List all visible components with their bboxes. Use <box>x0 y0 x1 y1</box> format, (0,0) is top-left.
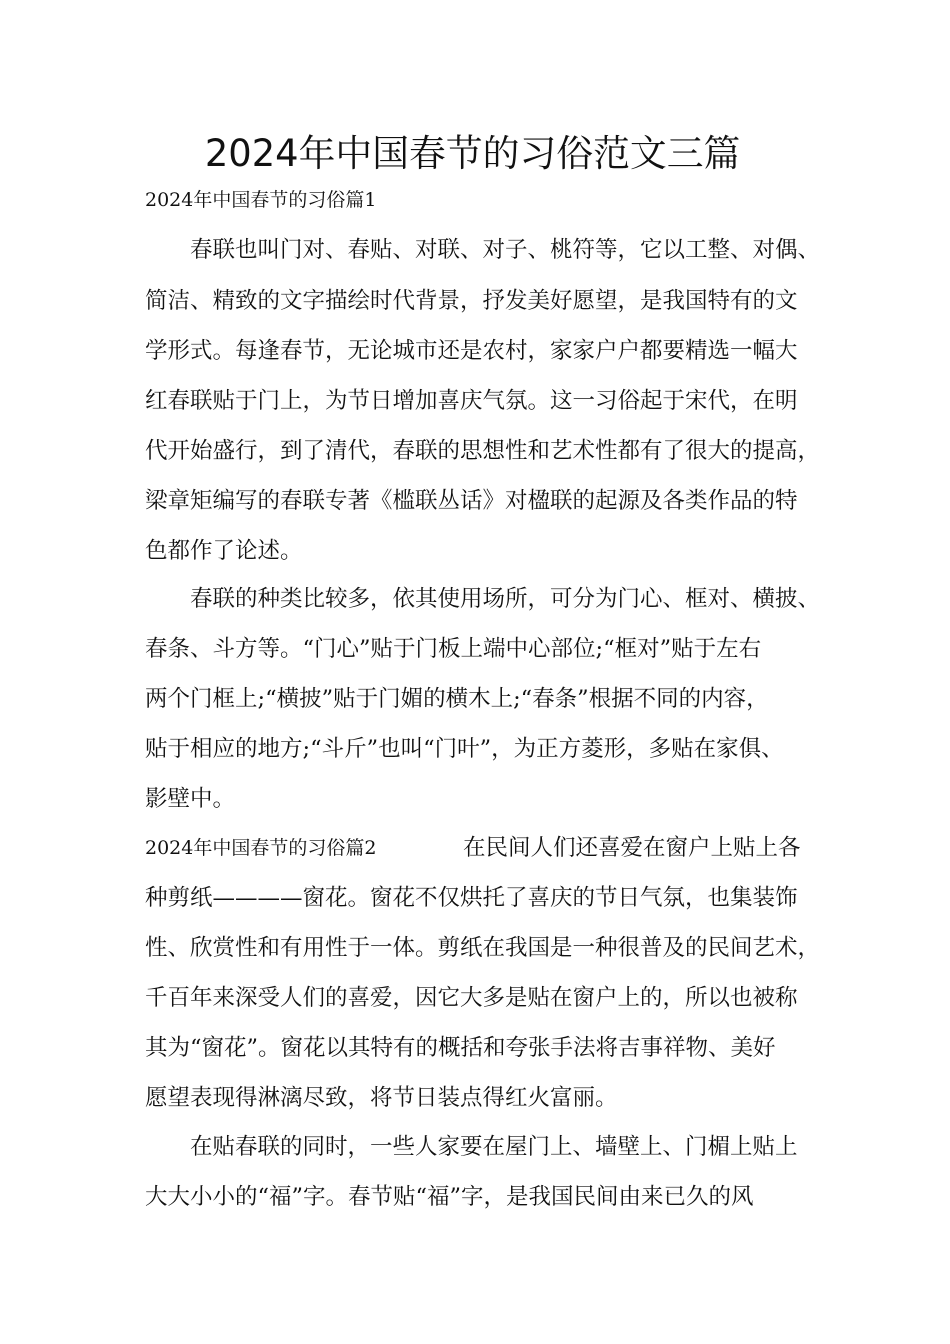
section-heading-1: 2024年中国春节的习俗篇1 <box>145 189 377 211</box>
section-heading-2: 2024年中国春节的习俗篇2 <box>145 837 377 859</box>
paragraph-line: 其为“窗花”。窗花以其特有的概括和夸张手法将吉事祥物、美好 <box>145 1035 776 1061</box>
document-title: 2024年中国春节的习俗范文三篇 <box>204 132 741 175</box>
paragraph-line: 梁章矩编写的春联专著《槛联丛话》对楹联的起源及各类作品的特 <box>145 488 798 514</box>
paragraph-line: 红春联贴于门上，为节日增加喜庆气氛。这一习俗起于宋代，在明 <box>145 388 798 414</box>
paragraph-line: 贴于相应的地方;“斗斤”也叫“门叶”，为正方菱形，多贴在家俱、 <box>145 736 784 762</box>
paragraph-line: 简洁、精致的文字描绘时代背景，抒发美好愿望，是我国特有的文 <box>145 288 798 314</box>
paragraph-line: 春联也叫门对、春贴、对联、对子、桃符等，它以工整、对偶、 <box>190 237 821 263</box>
paragraph-line: 在民间人们还喜爱在窗户上贴上各 <box>463 835 801 861</box>
paragraph-line: 在贴春联的同时，一些人家要在屋门上、墙壁上、门楣上贴上 <box>190 1134 798 1160</box>
paragraph-line: 两个门框上;“横披”贴于门媚的横木上;“春条”根据不同的内容， <box>145 686 769 712</box>
paragraph-line: 愿望表现得淋漓尽致，将节日装点得红火富丽。 <box>145 1085 618 1111</box>
paragraph-line: 色都作了论述。 <box>145 538 303 564</box>
paragraph-line: 大大小小的“福”字。春节贴“福”字，是我国民间由来已久的风 <box>145 1184 754 1210</box>
paragraph-line: 代开始盛行，到了清代，春联的思想性和艺术性都有了很大的提高， <box>145 438 821 464</box>
paragraph-line: 学形式。每逢春节，无论城市还是农村，家家户户都要精选一幅大 <box>145 338 798 364</box>
paragraph-line: 种剪纸————窗花。窗花不仅烘托了喜庆的节日气氛，也集装饰 <box>145 885 798 911</box>
paragraph-line: 影壁中。 <box>145 786 236 812</box>
paragraph-line: 春联的种类比较多，依其使用场所，可分为门心、框对、横披、 <box>190 586 821 612</box>
paragraph-line: 春条、斗方等。“门心”贴于门板上端中心部位;“框对”贴于左右 <box>145 636 762 662</box>
paragraph-line: 千百年来深受人们的喜爱，因它大多是贴在窗户上的，所以也被称 <box>145 985 798 1011</box>
paragraph-line: 性、欣赏性和有用性于一体。剪纸在我国是一种很普及的民间艺术， <box>145 935 821 961</box>
